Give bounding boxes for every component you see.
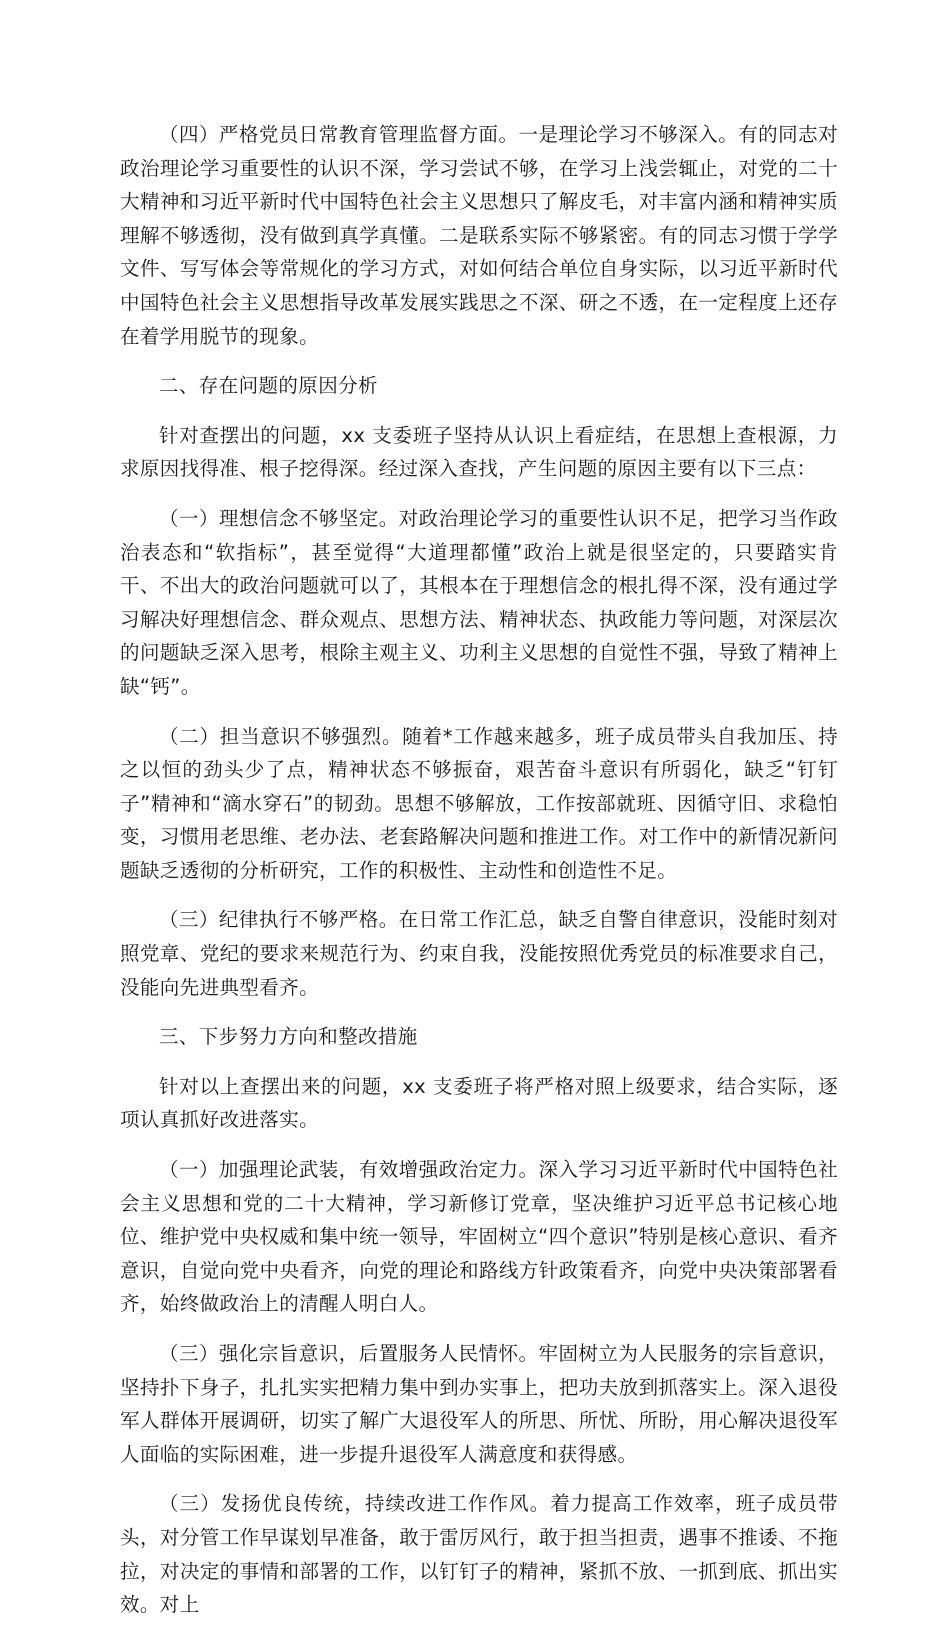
paragraph-cause-responsibility: （二）担当意识不够强烈。随着*工作越来越多，班子成员带头自我加压、持之以恒的劲头少了点，精神状态不够振奋，艰苦奋斗意识有所弱化，缺乏“钉钉子”精神和“滴水穿石”的韧劲。思想不够解放，工作按部就班、因循守旧、求稳怕变，习惯用老思维、老办法、老套路解决问题和推进工作。对工作中的新情况新问题缺乏透彻的分析研究，工作的积极性、主动性和创造性不足。 (120, 724, 838, 882)
paragraph-measure-service: （三）强化宗旨意识，后置服务人民情怀。牢固树立为人民服务的宗旨意识，坚持扑下身子，扎扎实实把精力集中到办实事上，把功夫放到抓落实上。深入退役军人群体开展调研，切实了解广大退役军人的所思、所忧、所盼，用心解决退役军人面临的实际困难，进一步提升退役军人满意度和获得感。 (120, 1342, 838, 1466)
section-heading-rectification: 三、下步努力方向和整改措施 (159, 1025, 418, 1049)
paragraph-rectification-intro: 针对以上查摆出来的问题，xx 支委班子将严格对照上级要求，结合实际，逐项认真抓好改进落实。 (120, 1074, 838, 1132)
document-page (120, 118, 838, 1638)
paragraph-cause-discipline: （三）纪律执行不够严格。在日常工作汇总，缺乏自警自律意识，没能时刻对照党章、党纪的要求来规范行为、约束自我，没能按照优秀党员的标准要求自己，没能向先进典型看齐。 (120, 908, 838, 999)
section-heading-cause-analysis: 二、存在问题的原因分析 (159, 374, 378, 398)
paragraph-measure-workstyle: （三）发扬优良传统，持续改进工作作风。着力提高工作效率，班子成员带头，对分管工作早谋划早准备，敢于雷厉风行，敢于担当担责，遇事不推诿、不拖拉，对决定的事情和部署的工作，以钉钉子的精神，紧抓不放、一抓到底、抓出实效。对上 (120, 1492, 838, 1617)
paragraph-cause-belief: （一）理想信念不够坚定。对政治理论学习的重要性认识不足，把学习当作政治表态和“软指标”，甚至觉得“大道理都懂”政治上就是很坚定的，只要踏实肯干、不出大的政治问题就可以了，其根本在于理想信念的根扎得不深，没有通过学习解决好理想信念、群众观点、思想方法、精神状态、执政能力等问题，对深层次的问题缺乏深入思考，根除主观主义、功利主义思想的自觉性不强，导致了精神上缺“钙”。 (120, 506, 838, 698)
paragraph-cause-intro: 针对查摆出的问题，xx 支委班子坚持从认识上看症结，在思想上查根源，力求原因找得准、根子挖得深。经过深入查找，产生问题的原因主要有以下三点： (120, 423, 838, 481)
paragraph-party-member-supervision: （四）严格党员日常教育管理监督方面。一是理论学习不够深入。有的同志对政治理论学习重要性的认识不深，学习尝试不够，在学习上浅尝辄止，对党的二十大精神和习近平新时代中国特色社会主义思想只了解皮毛，对丰富内涵和精神实质理解不够透彻，没有做到真学真懂。二是联系实际不够紧密。有的同志习惯于学学文件、写写体会等常规化的学习方式，对如何结合单位自身实际，以习近平新时代中国特色社会主义思想指导改革发展实践思之不深、研之不透，在一定程度上还存在着学用脱节的现象。 (120, 123, 838, 348)
paragraph-measure-theory: （一）加强理论武装，有效增强政治定力。深入学习习近平新时代中国特色社会主义思想和党的二十大精神，学习新修订党章，坚决维护习近平总书记核心地位、维护党中央权威和集中统一领导，牢固树立“四个意识”特别是核心意识、看齐意识，自觉向党中央看齐，向党的理论和路线方针政策看齐，向党中央决策部署看齐，始终做政治上的清醒人明白人。 (120, 1158, 838, 1316)
